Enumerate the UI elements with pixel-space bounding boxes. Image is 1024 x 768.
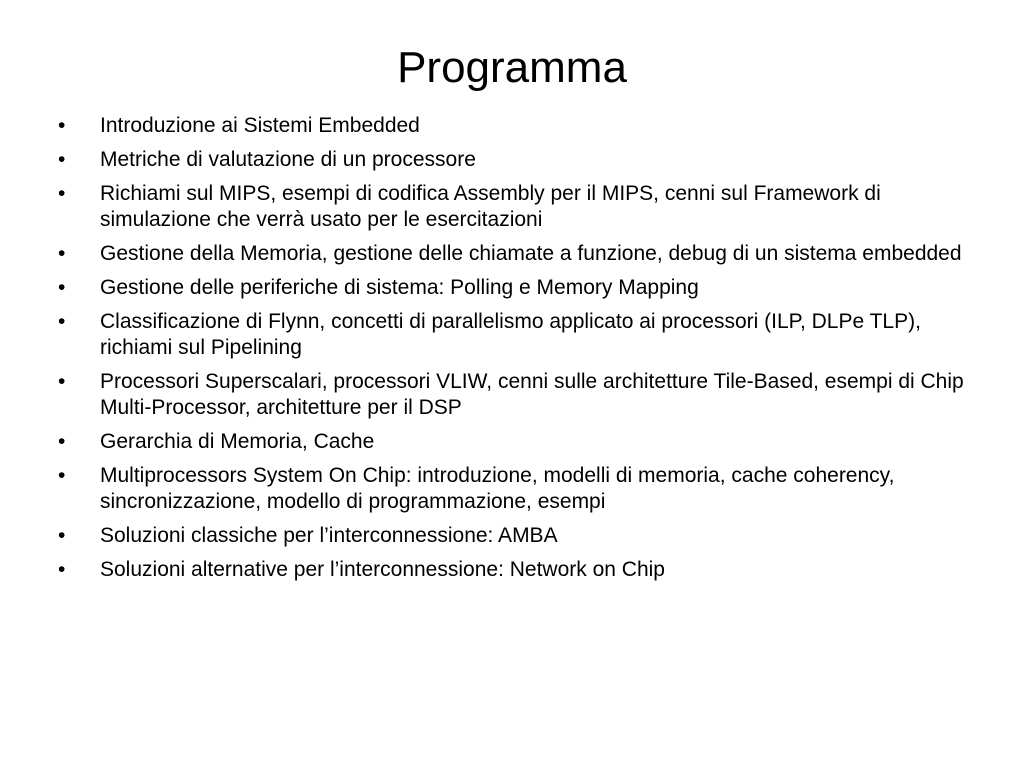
list-item-text: Metriche di valutazione di un processore xyxy=(100,148,476,171)
bullet-icon: • xyxy=(58,558,66,581)
bullet-icon: • xyxy=(58,430,66,453)
list-item xyxy=(58,429,968,455)
bullet-icon: • xyxy=(58,114,66,137)
list-item xyxy=(58,147,968,173)
bullet-icon: • xyxy=(58,310,66,333)
list-item-text: Soluzioni classiche per l’interconnessione: AMBA xyxy=(100,524,558,547)
list-item-text: Introduzione ai Sistemi Embedded xyxy=(100,114,420,137)
bullet-icon: • xyxy=(58,276,66,299)
list-item-text: Gerarchia di Memoria, Cache xyxy=(100,430,375,453)
list-item-text: Gestione delle periferiche di sistema: Polling e Memory Mapping xyxy=(100,276,699,299)
list-item xyxy=(58,523,968,549)
bullet-icon: • xyxy=(58,242,66,265)
bullet-icon: • xyxy=(58,464,66,487)
list-item xyxy=(58,309,968,361)
list-item xyxy=(58,275,968,301)
bullet-icon: • xyxy=(58,148,66,171)
list-item xyxy=(58,463,968,515)
list-item xyxy=(58,241,968,267)
bullet-icon: • xyxy=(58,370,66,393)
list-item xyxy=(58,369,968,421)
list-item-text: Soluzioni alternative per l’interconnessione: Network on Chip xyxy=(100,558,665,581)
slide-title: Programma xyxy=(397,43,627,92)
list-item-text: Classificazione di Flynn, concetti di parallelismo applicato ai processori (ILP, DLPe TLP), richiami sul Pipelining xyxy=(100,310,921,359)
list-item xyxy=(58,557,968,583)
list-item xyxy=(58,181,968,233)
bullet-icon: • xyxy=(58,182,66,205)
list-item-text: Multiprocessors System On Chip: introduzione, modelli di memoria, cache coherency, sincronizzazione, modello di programmazione, esempi xyxy=(100,464,895,513)
list-item-text: Processori Superscalari, processori VLIW, cenni sulle architetture Tile-Based, esempi di Chip Multi-Processor, architetture per il DSP xyxy=(100,370,964,419)
list-item xyxy=(58,113,968,139)
bullet-icon: • xyxy=(58,524,66,547)
bullet-list xyxy=(58,113,968,591)
list-item-text: Richiami sul MIPS, esempi di codifica Assembly per il MIPS, cenni sul Framework di simulazione che verrà usato per le esercitazioni xyxy=(100,182,881,231)
list-item-text: Gestione della Memoria, gestione delle chiamate a funzione, debug di un sistema embedded xyxy=(100,242,962,265)
